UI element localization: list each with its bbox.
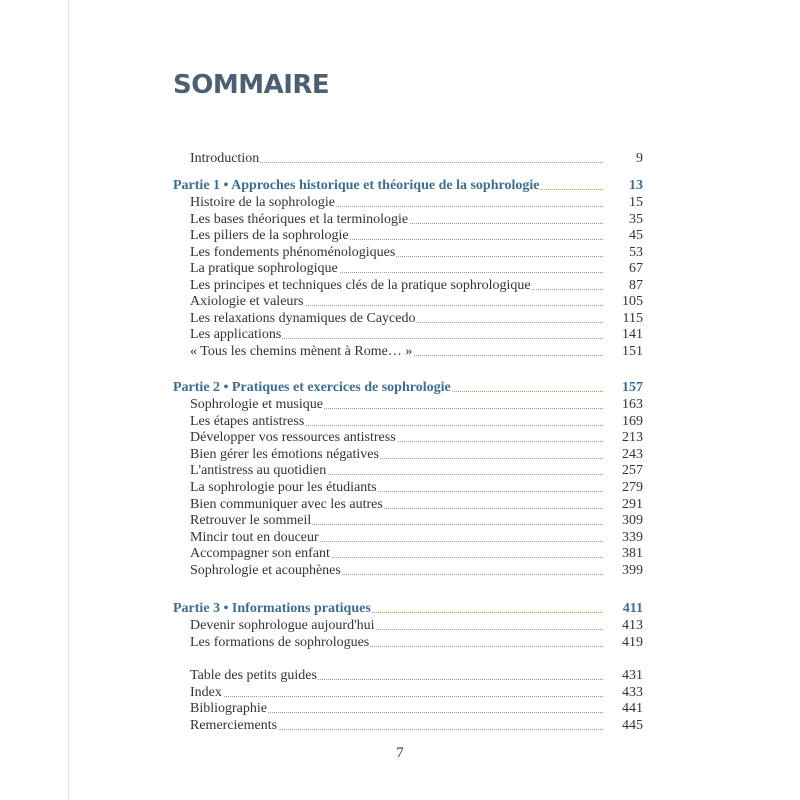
toc-entry-page: 431 xyxy=(603,667,643,684)
toc-entry-label: Table des petits guides xyxy=(190,668,317,683)
toc-entry xyxy=(173,260,643,277)
toc-entry-label: Axiologie et valeurs xyxy=(190,294,304,309)
toc-entry-label: Sophrologie et acouphènes xyxy=(190,562,341,578)
toc-entry-label: L'antistress au quotidien xyxy=(190,463,327,478)
toc-part-heading xyxy=(173,379,643,396)
toc-entry-label: Bien communiquer avec les autres xyxy=(190,496,383,512)
toc-entry xyxy=(173,634,643,651)
page-number: 7 xyxy=(396,745,404,761)
toc-entry-page: 419 xyxy=(603,634,643,651)
toc-part-heading xyxy=(173,177,643,194)
toc-entry-label: Index xyxy=(190,684,222,700)
toc-entry-page: 53 xyxy=(603,244,643,261)
toc-entry-page: 9 xyxy=(603,150,643,167)
toc-entry-page: 291 xyxy=(603,496,643,513)
toc-entry xyxy=(173,562,643,579)
toc-entry xyxy=(173,667,643,684)
toc-entry xyxy=(173,684,643,701)
toc-entry-label: Les applications xyxy=(190,327,282,342)
page-title: SOMMAIRE xyxy=(173,70,330,100)
toc-entry xyxy=(173,429,643,446)
toc-entry-label: Les piliers de la sophrologie xyxy=(190,228,349,243)
toc-entry xyxy=(173,310,643,327)
toc-entry xyxy=(173,545,643,562)
toc-entry xyxy=(173,512,643,529)
toc-entry-label: La sophrologie pour les étudiants xyxy=(190,480,377,495)
toc-entry-page: 13 xyxy=(603,177,643,194)
toc-entry xyxy=(173,462,643,479)
toc-entry xyxy=(173,277,643,294)
toc-entry xyxy=(173,413,643,430)
toc-entry-label: Les principes et techniques clés de la pratique sophrologique xyxy=(190,277,531,293)
toc-entry-page: 381 xyxy=(603,545,643,562)
toc-entry-page: 105 xyxy=(603,293,643,310)
toc-entry-label: Introduction xyxy=(190,151,260,166)
toc-entry-label: Bien gérer les émotions négatives xyxy=(190,446,379,462)
toc-entry xyxy=(173,717,643,734)
toc-entry-page: 163 xyxy=(603,396,643,413)
toc-entry xyxy=(173,227,643,244)
toc-entry-label: Sophrologie et musique xyxy=(190,397,323,412)
toc-entry-label: Retrouver le sommeil xyxy=(190,513,312,528)
toc-entry-page: 115 xyxy=(603,310,643,327)
toc-entry-label: Bibliographie xyxy=(190,701,267,716)
toc-entry-page: 411 xyxy=(603,600,643,617)
toc-entry xyxy=(173,700,643,717)
toc-entry-page: 433 xyxy=(603,684,643,701)
toc-entry-page: 413 xyxy=(603,617,643,634)
toc-entry-page: 151 xyxy=(603,343,643,360)
dot-leader xyxy=(190,696,613,697)
toc-entry-label: Les bases théoriques et la terminologie xyxy=(190,211,409,227)
toc-entry-page: 15 xyxy=(603,194,643,211)
toc-entry xyxy=(173,396,643,413)
toc-entry-label: Développer vos ressources antistress xyxy=(190,430,396,445)
toc-entry-label: Mincir tout en douceur xyxy=(190,529,319,545)
toc-entry xyxy=(173,244,643,261)
toc-entry-label: Partie 1 • Approches historique et théorique de la sophrologie xyxy=(173,178,540,193)
toc-entry xyxy=(173,326,643,343)
toc-entry-label: Les formations de sophrologues xyxy=(190,634,370,650)
toc-entry xyxy=(173,293,643,310)
toc-entry-page: 87 xyxy=(603,277,643,294)
toc-entry-label: Les étapes antistress xyxy=(190,413,305,429)
toc-entry xyxy=(173,496,643,513)
toc-entry-page: 141 xyxy=(603,326,643,343)
toc-entry-page: 169 xyxy=(603,413,643,430)
toc-entry xyxy=(173,343,643,360)
toc-entry-page: 243 xyxy=(603,446,643,463)
toc-entry-label: Remerciements xyxy=(190,717,278,733)
toc-entry-page: 67 xyxy=(603,260,643,277)
toc-entry-page: 309 xyxy=(603,512,643,529)
toc-entry-label: « Tous les chemins mènent à Rome… » xyxy=(190,344,413,359)
toc-entry xyxy=(173,194,643,211)
toc-entry-page: 35 xyxy=(603,211,643,228)
toc-entry xyxy=(173,211,643,228)
toc-entry-label: Histoire de la sophrologie xyxy=(190,195,336,210)
toc-part-heading xyxy=(173,600,643,617)
toc-entry-page: 279 xyxy=(603,479,643,496)
toc-entry-label: Accompagner son enfant xyxy=(190,546,330,561)
toc-entry xyxy=(173,479,643,496)
toc-entry-page: 339 xyxy=(603,529,643,546)
page-edge xyxy=(68,0,69,800)
toc-entry-label: La pratique sophrologique xyxy=(190,261,338,276)
toc-entry-label: Les relaxations dynamiques de Caycedo xyxy=(190,310,416,326)
toc-entry-page: 399 xyxy=(603,562,643,579)
toc-entry-page: 257 xyxy=(603,462,643,479)
toc-entry-page: 157 xyxy=(603,379,643,396)
toc-entry-page: 45 xyxy=(603,227,643,244)
toc-entry xyxy=(173,617,643,634)
toc-entry-label: Partie 3 • Informations pratiques xyxy=(173,601,371,616)
toc-entry-label: Partie 2 • Pratiques et exercices de sophrologie xyxy=(173,380,451,395)
toc-entry xyxy=(173,446,643,463)
toc-entry-label: Devenir sophrologue aujourd'hui xyxy=(190,618,375,633)
toc-entry-label: Les fondements phénoménologiques xyxy=(190,244,396,260)
toc-entry-page: 441 xyxy=(603,700,643,717)
toc-entry xyxy=(173,529,643,546)
toc-entry-page: 445 xyxy=(603,717,643,734)
toc-entry xyxy=(173,150,643,167)
toc-entry-page: 213 xyxy=(603,429,643,446)
